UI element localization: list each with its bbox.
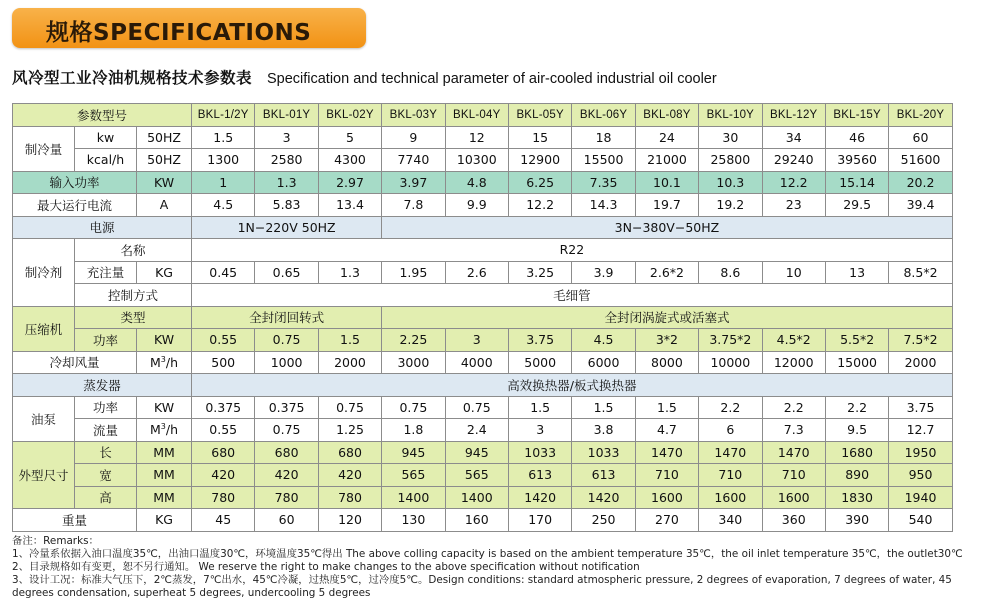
dimension-name: 长 — [75, 441, 137, 464]
dimension-row — [13, 464, 953, 487]
oil-pump-flow-label: 流量 — [75, 419, 137, 442]
unit-tail: /h — [165, 354, 179, 370]
value-cell: 3 — [445, 329, 508, 352]
value-cell: 7.3 — [762, 419, 825, 442]
value-cell: 2.6 — [445, 261, 508, 284]
weight-label: 重量 — [13, 509, 137, 532]
unit-cell: KW — [137, 396, 192, 419]
value-cell: 420 — [255, 464, 318, 487]
value-cell: 1033 — [508, 441, 571, 464]
evaporator-value: 高效换热器/板式换热器 — [192, 374, 953, 397]
value-cell: 3.75 — [889, 396, 952, 419]
input-power-label: 输入功率 — [13, 171, 137, 194]
value-cell: 7.5*2 — [889, 329, 952, 352]
frequency-cell: 50HZ — [137, 149, 192, 172]
value-cell: 6000 — [572, 351, 635, 374]
value-cell: 710 — [699, 464, 762, 487]
value-cell: 39.4 — [889, 194, 952, 217]
value-cell: 390 — [825, 509, 888, 532]
value-cell: 4.8 — [445, 171, 508, 194]
dimension-name: 高 — [75, 486, 137, 509]
oil-pump-label: 油泵 — [13, 396, 75, 441]
refrigerant-control-value: 毛细管 — [192, 284, 953, 307]
value-cell: 1.5 — [318, 329, 381, 352]
value-cell: 1.5 — [192, 126, 255, 149]
value-cell: 2.6*2 — [635, 261, 698, 284]
unit-cell: KG — [137, 261, 192, 284]
value-cell: 0.375 — [255, 396, 318, 419]
remark-2: 2、目录规格如有变更，恕不另行通知。 We reserve the right to make changes to the above specification without notification — [12, 561, 640, 573]
compressor-label: 压缩机 — [13, 306, 75, 351]
dimension-row — [13, 441, 953, 464]
airflow-label: 冷却风量 — [13, 351, 137, 374]
value-cell: 0.75 — [255, 419, 318, 442]
value-cell: 12 — [445, 126, 508, 149]
value-cell: 9 — [382, 126, 445, 149]
value-cell: 1.5 — [635, 396, 698, 419]
power-supply-row — [13, 216, 953, 239]
value-cell: 5.5*2 — [825, 329, 888, 352]
model-header: BKL-12Y — [762, 104, 825, 127]
value-cell: 10.3 — [699, 171, 762, 194]
value-cell: 4.7 — [635, 419, 698, 442]
unit-cell: kcal/h — [75, 149, 137, 172]
value-cell: 12.7 — [889, 419, 952, 442]
value-cell: 23 — [762, 194, 825, 217]
cooling-label: 制冷量 — [13, 126, 75, 171]
model-header: BKL-10Y — [699, 104, 762, 127]
value-cell: 890 — [825, 464, 888, 487]
model-header: BKL-05Y — [508, 104, 571, 127]
value-cell: 3.97 — [382, 171, 445, 194]
value-cell: 45 — [192, 509, 255, 532]
value-cell: 565 — [445, 464, 508, 487]
value-cell: 0.75 — [445, 396, 508, 419]
value-cell: 3 — [508, 419, 571, 442]
remarks — [12, 535, 976, 600]
power-three-phase: 3N−380V−50HZ — [382, 216, 953, 239]
cooling-kw-row — [13, 126, 953, 149]
value-cell: 1.5 — [572, 396, 635, 419]
value-cell: 2.2 — [762, 396, 825, 419]
unit-base: M — [149, 354, 161, 370]
value-cell: 46 — [825, 126, 888, 149]
value-cell: 4300 — [318, 149, 381, 172]
value-cell: 2.25 — [382, 329, 445, 352]
value-cell: 3 — [255, 126, 318, 149]
value-cell: 7.35 — [572, 171, 635, 194]
value-cell: 60 — [255, 509, 318, 532]
header-row — [13, 104, 953, 127]
value-cell: 0.45 — [192, 261, 255, 284]
model-header: BKL-08Y — [635, 104, 698, 127]
dimension-row — [13, 486, 953, 509]
value-cell: 500 — [192, 351, 255, 374]
value-cell: 1420 — [572, 486, 635, 509]
dimension-name: 宽 — [75, 464, 137, 487]
value-cell: 8.5*2 — [889, 261, 952, 284]
value-cell: 29.5 — [825, 194, 888, 217]
value-cell: 4.5*2 — [762, 329, 825, 352]
model-header: BKL-20Y — [889, 104, 952, 127]
value-cell: 21000 — [635, 149, 698, 172]
model-header: BKL-01Y — [255, 104, 318, 127]
compressor-type-three: 全封闭涡旋式或活塞式 — [382, 306, 953, 329]
compressor-power-row — [13, 329, 953, 352]
value-cell: 613 — [572, 464, 635, 487]
value-cell: 1950 — [889, 441, 952, 464]
value-cell: 945 — [445, 441, 508, 464]
value-cell: 1600 — [699, 486, 762, 509]
value-cell: 2000 — [889, 351, 952, 374]
value-cell: 250 — [572, 509, 635, 532]
value-cell: 3.75*2 — [699, 329, 762, 352]
model-header: BKL-03Y — [382, 104, 445, 127]
frequency-cell: 50HZ — [137, 126, 192, 149]
oil-pump-power-label: 功率 — [75, 396, 137, 419]
unit-cell: MM — [137, 441, 192, 464]
value-cell: 1940 — [889, 486, 952, 509]
value-cell: 1680 — [825, 441, 888, 464]
value-cell: 170 — [508, 509, 571, 532]
value-cell: 130 — [382, 509, 445, 532]
value-cell: 2.97 — [318, 171, 381, 194]
value-cell: 8.6 — [699, 261, 762, 284]
unit-cell — [137, 419, 192, 442]
value-cell: 2580 — [255, 149, 318, 172]
value-cell: 950 — [889, 464, 952, 487]
model-header: BKL-02Y — [318, 104, 381, 127]
remark-3: 3、设计工况：标准大气压下，2℃蒸发，7℃出水，45℃冷凝，过热度5℃，过冷度5℃。Design conditions: standard atmospheric pressure, 2 degrees of evaporation, 7 degrees of water, 45 degrees condensation, superheat 5 degrees, undercooling 5 degrees — [12, 574, 952, 599]
value-cell: 10 — [762, 261, 825, 284]
unit-cell: KW — [137, 329, 192, 352]
unit-base: M — [149, 422, 161, 438]
value-cell: 24 — [635, 126, 698, 149]
value-cell: 613 — [508, 464, 571, 487]
value-cell: 1830 — [825, 486, 888, 509]
value-cell: 7.8 — [382, 194, 445, 217]
value-cell: 5.83 — [255, 194, 318, 217]
value-cell: 120 — [318, 509, 381, 532]
value-cell: 1033 — [572, 441, 635, 464]
value-cell: 19.2 — [699, 194, 762, 217]
value-cell: 710 — [762, 464, 825, 487]
value-cell: 39560 — [825, 149, 888, 172]
refrigerant-name-value: R22 — [192, 239, 953, 262]
unit-tail: /h — [165, 422, 179, 438]
value-cell: 9.5 — [825, 419, 888, 442]
value-cell: 1.3 — [255, 171, 318, 194]
value-cell: 420 — [192, 464, 255, 487]
max-current-row — [13, 194, 953, 217]
compressor-type-label: 类型 — [75, 306, 192, 329]
value-cell: 4.5 — [192, 194, 255, 217]
value-cell: 1000 — [255, 351, 318, 374]
value-cell: 680 — [318, 441, 381, 464]
unit-cell: KW — [137, 171, 192, 194]
oil-pump-power-row — [13, 396, 953, 419]
value-cell: 9.9 — [445, 194, 508, 217]
value-cell: 3.25 — [508, 261, 571, 284]
value-cell: 780 — [192, 486, 255, 509]
unit-cell: MM — [137, 464, 192, 487]
value-cell: 15 — [508, 126, 571, 149]
power-supply-label: 电源 — [13, 216, 192, 239]
value-cell: 1.25 — [318, 419, 381, 442]
power-single-phase: 1N−220V 50HZ — [192, 216, 382, 239]
oil-pump-flow-row — [13, 419, 953, 442]
subtitle-english: Specification and technical parameter of air-cooled industrial oil cooler — [266, 71, 717, 87]
value-cell: 3.75 — [508, 329, 571, 352]
value-cell: 160 — [445, 509, 508, 532]
value-cell: 2.4 — [445, 419, 508, 442]
value-cell: 12.2 — [762, 171, 825, 194]
value-cell: 1.3 — [318, 261, 381, 284]
value-cell: 10300 — [445, 149, 508, 172]
model-header: BKL-06Y — [572, 104, 635, 127]
value-cell: 1 — [192, 171, 255, 194]
evaporator-label: 蒸发器 — [13, 374, 192, 397]
value-cell: 15000 — [825, 351, 888, 374]
value-cell: 1600 — [762, 486, 825, 509]
refrigerant-control-row — [13, 284, 953, 307]
value-cell: 19.7 — [635, 194, 698, 217]
value-cell: 945 — [382, 441, 445, 464]
value-cell: 12.2 — [508, 194, 571, 217]
value-cell: 51600 — [889, 149, 952, 172]
value-cell: 2.2 — [699, 396, 762, 419]
cooling-kcal-row — [13, 149, 953, 172]
value-cell: 10.1 — [635, 171, 698, 194]
unit-superscript: 3 — [160, 422, 166, 432]
value-cell: 0.65 — [255, 261, 318, 284]
value-cell: 1400 — [382, 486, 445, 509]
value-cell: 4000 — [445, 351, 508, 374]
value-cell: 1420 — [508, 486, 571, 509]
value-cell: 30 — [699, 126, 762, 149]
value-cell: 780 — [255, 486, 318, 509]
value-cell: 15.14 — [825, 171, 888, 194]
value-cell: 12000 — [762, 351, 825, 374]
value-cell: 8000 — [635, 351, 698, 374]
value-cell: 6.25 — [508, 171, 571, 194]
subtitle-chinese: 风冷型工业冷油机规格技术参数表 — [12, 69, 253, 87]
value-cell: 1400 — [445, 486, 508, 509]
value-cell: 60 — [889, 126, 952, 149]
value-cell: 360 — [762, 509, 825, 532]
value-cell: 0.55 — [192, 419, 255, 442]
unit-cell: kw — [75, 126, 137, 149]
max-current-label: 最大运行电流 — [13, 194, 137, 217]
value-cell: 20.2 — [889, 171, 952, 194]
refrigerant-charge-row — [13, 261, 953, 284]
value-cell: 1600 — [635, 486, 698, 509]
refrigerant-name-row — [13, 239, 953, 262]
dimensions-label: 外型尺寸 — [13, 441, 75, 509]
remark-1: 1、冷量系依据入油口温度35℃，出油口温度30℃，环境温度35℃得出 The above colling capacity is based on the ambient temperature 35℃，the oil inlet temperature 35℃，the outlet30℃ — [12, 548, 963, 560]
value-cell: 13.4 — [318, 194, 381, 217]
compressor-type-row — [13, 306, 953, 329]
unit-cell — [137, 351, 192, 374]
unit-superscript: 3 — [160, 354, 166, 364]
value-cell: 710 — [635, 464, 698, 487]
value-cell: 1300 — [192, 149, 255, 172]
refrigerant-label: 制冷剂 — [13, 239, 75, 307]
value-cell: 0.75 — [382, 396, 445, 419]
header-label: 参数型号 — [13, 104, 192, 127]
value-cell: 29240 — [762, 149, 825, 172]
value-cell: 3.8 — [572, 419, 635, 442]
value-cell: 14.3 — [572, 194, 635, 217]
compressor-type-single: 全封闭回转式 — [192, 306, 382, 329]
value-cell: 0.375 — [192, 396, 255, 419]
value-cell: 4.5 — [572, 329, 635, 352]
model-header: BKL-04Y — [445, 104, 508, 127]
refrigerant-name-label: 名称 — [75, 239, 192, 262]
value-cell: 12900 — [508, 149, 571, 172]
compressor-power-label: 功率 — [75, 329, 137, 352]
value-cell: 18 — [572, 126, 635, 149]
value-cell: 0.75 — [318, 396, 381, 419]
value-cell: 2000 — [318, 351, 381, 374]
value-cell: 565 — [382, 464, 445, 487]
section-banner — [12, 8, 366, 48]
value-cell: 1.95 — [382, 261, 445, 284]
value-cell: 340 — [699, 509, 762, 532]
value-cell: 3*2 — [635, 329, 698, 352]
page-subtitle — [12, 66, 717, 88]
value-cell: 34 — [762, 126, 825, 149]
unit-cell: MM — [137, 486, 192, 509]
model-header: BKL-1/2Y — [192, 104, 255, 127]
value-cell: 6 — [699, 419, 762, 442]
value-cell: 0.55 — [192, 329, 255, 352]
value-cell: 540 — [889, 509, 952, 532]
refrigerant-control-label: 控制方式 — [75, 284, 192, 307]
input-power-row — [13, 171, 953, 194]
value-cell: 1470 — [762, 441, 825, 464]
value-cell: 680 — [255, 441, 318, 464]
value-cell: 5000 — [508, 351, 571, 374]
airflow-row — [13, 351, 953, 374]
value-cell: 7740 — [382, 149, 445, 172]
value-cell: 1470 — [635, 441, 698, 464]
value-cell: 270 — [635, 509, 698, 532]
value-cell: 10000 — [699, 351, 762, 374]
refrigerant-charge-label: 充注量 — [75, 261, 137, 284]
value-cell: 3.9 — [572, 261, 635, 284]
banner-title: 规格SPECIFICATIONS — [46, 20, 312, 46]
value-cell: 1470 — [699, 441, 762, 464]
value-cell: 25800 — [699, 149, 762, 172]
unit-cell: A — [137, 194, 192, 217]
unit-cell: KG — [137, 509, 192, 532]
weight-row — [13, 509, 953, 532]
value-cell: 1.5 — [508, 396, 571, 419]
value-cell: 5 — [318, 126, 381, 149]
value-cell: 15500 — [572, 149, 635, 172]
model-header: BKL-15Y — [825, 104, 888, 127]
value-cell: 1.8 — [382, 419, 445, 442]
value-cell: 420 — [318, 464, 381, 487]
value-cell: 13 — [825, 261, 888, 284]
value-cell: 3000 — [382, 351, 445, 374]
value-cell: 2.2 — [825, 396, 888, 419]
value-cell: 0.75 — [255, 329, 318, 352]
value-cell: 680 — [192, 441, 255, 464]
evaporator-row — [13, 374, 953, 397]
remarks-title: 备注：Remarks： — [12, 535, 99, 547]
value-cell: 780 — [318, 486, 381, 509]
spec-table — [12, 103, 953, 532]
